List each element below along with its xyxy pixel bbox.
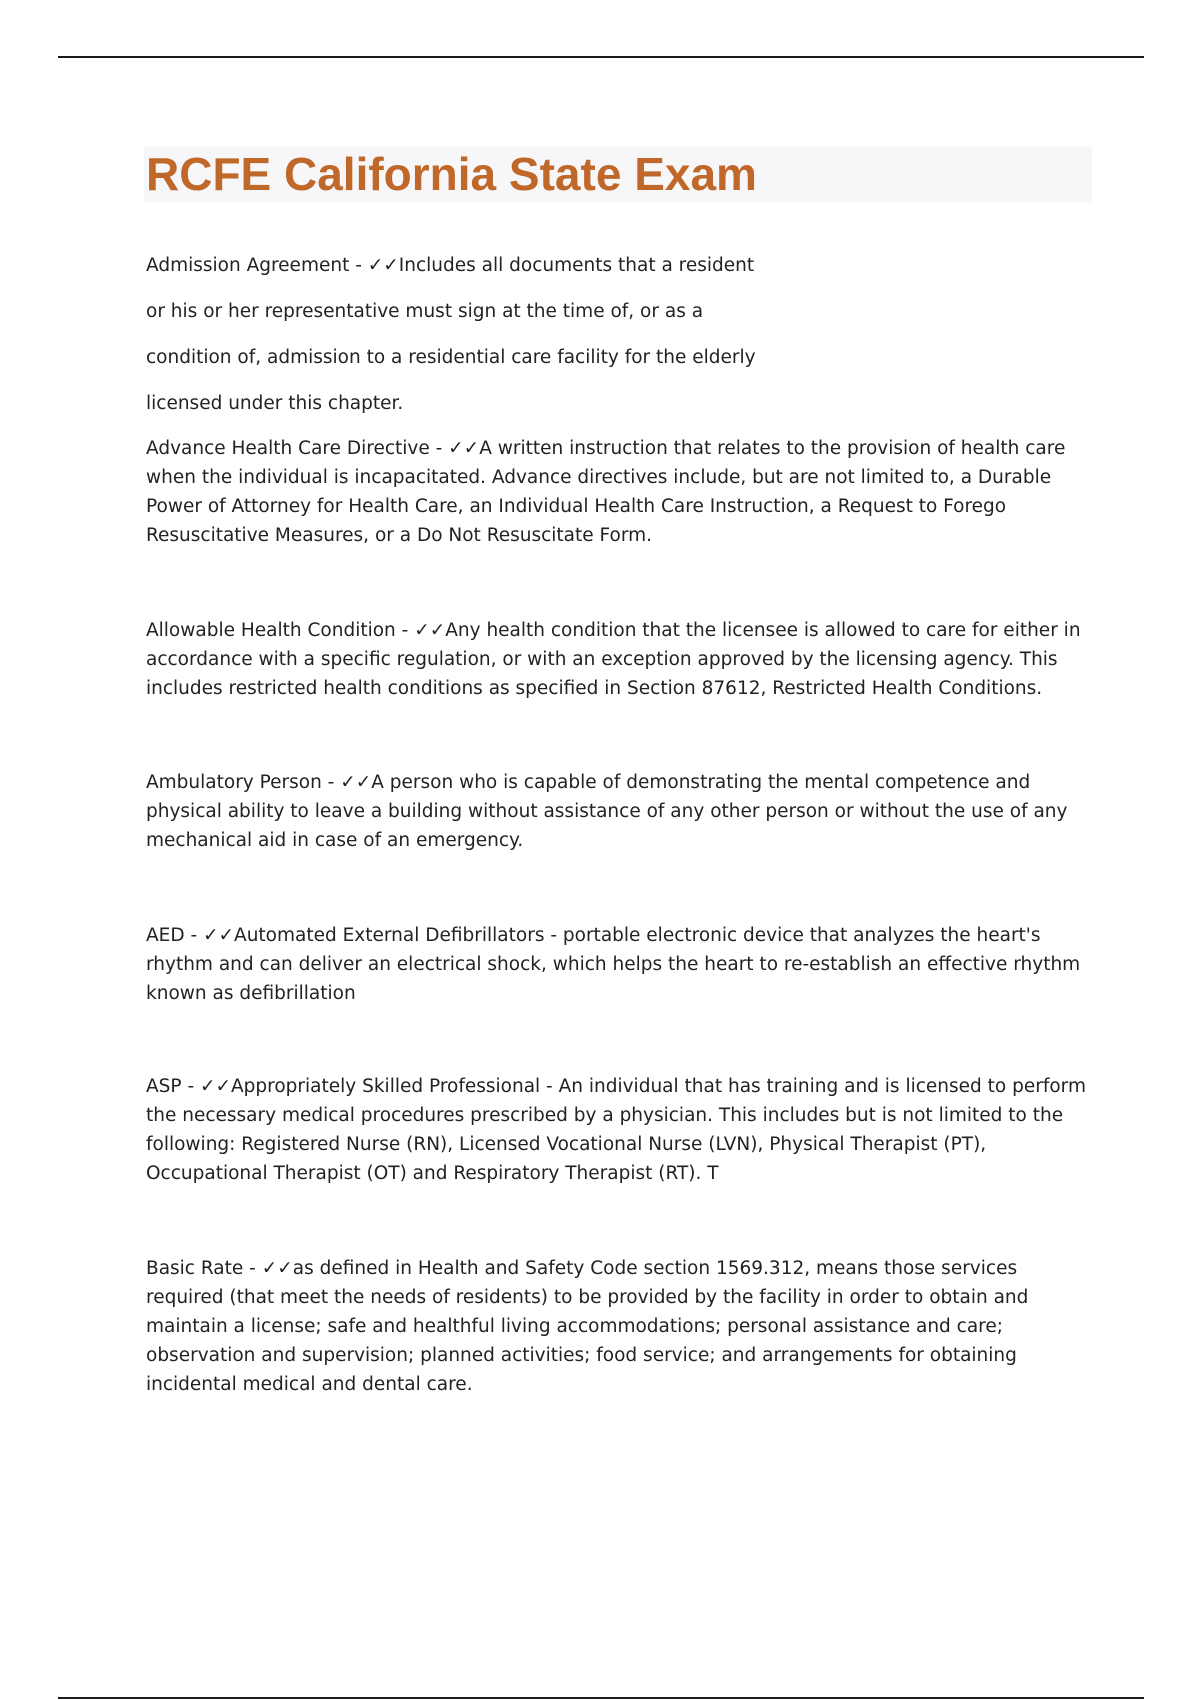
entry-separator: - <box>321 772 341 793</box>
entry-admission-agreement <box>146 243 766 427</box>
check-mark-icon: ✓✓ <box>340 772 372 793</box>
entry-term: Advance Health Care Directive <box>146 438 430 459</box>
check-mark-icon: ✓✓ <box>200 1076 232 1097</box>
check-mark-icon: ✓✓ <box>261 1258 293 1279</box>
entry-separator: - <box>395 620 415 641</box>
entry-definition: Any health condition that the licensee is allowed to care for either in accordance with a specific regulation, or with an exception approved by the licensing agency. This includes restricted health conditions as specified in Section 87612, Restricted Health Conditions. <box>146 620 1081 699</box>
entry-definition: A person who is capable of demonstrating the mental competence and physical ability to leave a building without assistance of any other person or without the use of any mechanical aid in case of an emergency. <box>146 772 1068 851</box>
entry-separator: - <box>181 1076 200 1097</box>
entry-ambulatory-person <box>146 768 1096 855</box>
entry-definition: Automated External Defibrillators - portable electronic device that analyzes the heart's rhythm and can deliver an electrical shock, which helps the heart to re-establish an effective rhythm known as defibrillation <box>146 925 1081 1004</box>
page-title: RCFE California State Exam <box>146 148 757 200</box>
entry-asp <box>146 1072 1096 1188</box>
check-mark-icon: ✓✓ <box>203 925 235 946</box>
entry-separator: - <box>243 1258 262 1279</box>
entry-separator: - <box>349 255 368 276</box>
entry-allowable-health-condition <box>146 616 1096 703</box>
entry-definition: A written instruction that relates to the provision of health care when the individual is incapacitated. Advance directives include, but are not limited to, a Durable Power of Attorney for Health Care, an Individual Health Care Instruction, a Request to Forego Resuscitative Measures, or a Do Not Resuscitate Form. <box>146 438 1066 546</box>
entry-term: Allowable Health Condition <box>146 620 396 641</box>
check-mark-icon: ✓✓ <box>367 255 399 276</box>
entry-term: AED <box>146 925 185 946</box>
entry-separator: - <box>184 925 204 946</box>
check-mark-icon: ✓✓ <box>414 620 446 641</box>
entry-definition: as defined in Health and Safety Code section 1569.312, means those services required (that meet the needs of residents) to be provided by the facility in order to obtain and maintain a license; safe and healthful living accommodations; personal assistance and care; observation and supervision; planned activities; food service; and arrangements for obtaining incidental medical and dental care. <box>146 1258 1029 1395</box>
entry-aed <box>146 921 1096 1008</box>
header-rule <box>58 56 1144 58</box>
entry-definition: Includes all documents that a resident or his or her representative must sign at the time of, or as a condition of, admission to a residential care facility for the elderly licensed under this chapter. <box>146 255 756 414</box>
entry-advance-health-care-directive <box>146 434 1096 550</box>
entry-term: Basic Rate <box>146 1258 244 1279</box>
entry-separator: - <box>429 438 449 459</box>
entry-term: ASP <box>146 1076 182 1097</box>
footer-rule <box>58 1697 1144 1699</box>
entry-basic-rate <box>146 1254 1096 1399</box>
entry-definition: Appropriately Skilled Professional - An individual that has training and is licensed to perform the necessary medical procedures prescribed by a physician. This includes but is not limited to the following: Registered Nurse (RN), Licensed Vocational Nurse (LVN), Physical Therapist (PT), Occupational Therapist (OT) and Respiratory Therapist (RT). T <box>146 1076 1086 1184</box>
entry-term: Ambulatory Person <box>146 772 322 793</box>
entry-term: Admission Agreement <box>146 255 350 276</box>
check-mark-icon: ✓✓ <box>448 438 480 459</box>
